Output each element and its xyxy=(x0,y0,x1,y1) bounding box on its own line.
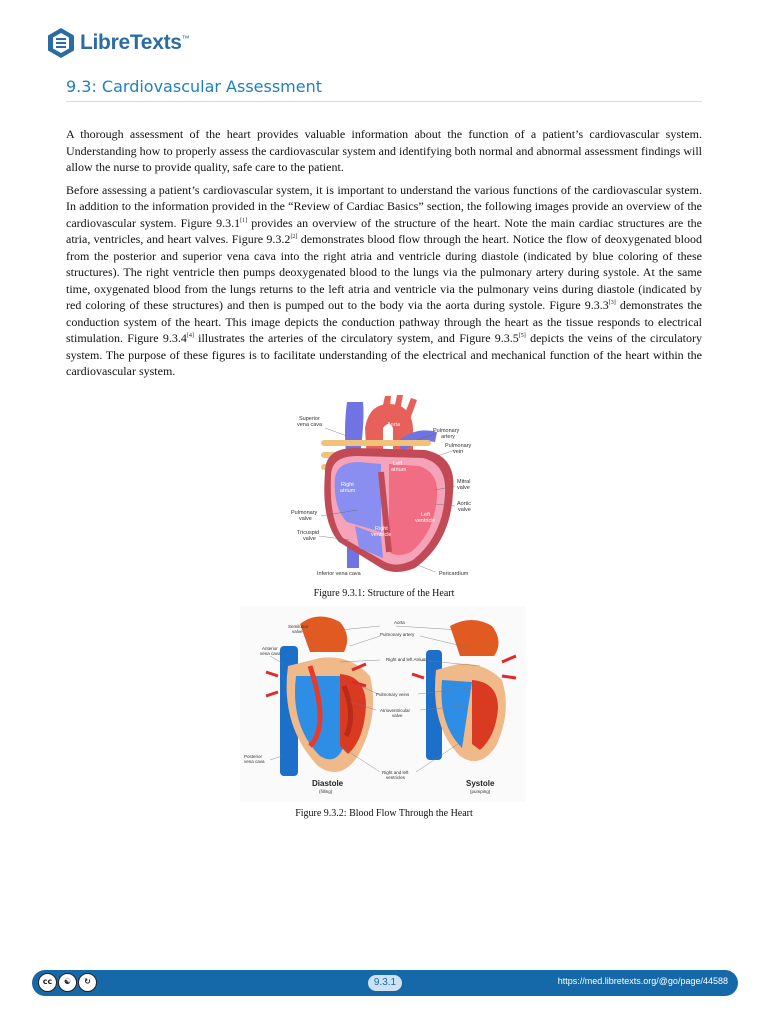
paragraph-text: demonstrates blood flow through the heart. Notice the flow of deoxygenated blood from the posterior and superior vena cava into the right atria and ventricle during diastole (indicated by blue coloring of these structures). The right ventricle then pumps deoxygenated blood to the lungs via the pulmonary artery during systole. At the same time, oxygenated blood from the lungs returns to the left atria and ventricle via the pulmonary veins during diastole (indicated by red coloring of these structures) and then is pumped out to the body via the aorta during systole. Figure 9.3.3 xyxy=(66,232,703,312)
label-left-ventricle-2: ventricle xyxy=(415,518,436,524)
label-inferior-vena-cava: Inferior vena cava xyxy=(317,571,361,577)
title-divider xyxy=(66,101,702,102)
label-systole-sub: (pumping) xyxy=(470,789,491,794)
label-pulmonary-artery: Pulmonary xyxy=(433,428,460,434)
label-left-atrium: Left xyxy=(393,461,403,467)
footnote-ref-5[interactable]: [5] xyxy=(518,333,526,339)
label-semilunar-valve-2: valve xyxy=(292,629,303,634)
label-aortic-valve-2: valve xyxy=(458,507,471,513)
paragraph-text: Before assessing a patient’s cardiovascular system, it is important to understand the various functions of the cardiovascular system. In addition to the information provided in the “Review of Cardiac Basics” section, the following images provide an overview of the cardiovascular system. Figure 9.3.1 xyxy=(66,182,702,230)
label-mitral-valve: Mitral xyxy=(457,479,471,485)
label-diastole-sub: (filling) xyxy=(319,789,333,794)
footnote-ref-1[interactable]: [1] xyxy=(240,217,248,224)
label-superior-vena-cava-2: vena cava xyxy=(297,422,323,428)
label-pulmonary-veins: Pulmonary veins xyxy=(376,692,410,697)
paragraph-intro: A thorough assessment of the heart provides valuable information about the function of a patient’s cardiovascular system. Understanding how to properly assess the cardiovascular system and identifying both normal and abnormal assessment findings will allow the nurse to provide quality, safe care to the patient. xyxy=(66,127,702,174)
heart-structure-figure xyxy=(285,392,485,580)
label-atrioventricular-valve-2: valve xyxy=(392,713,403,718)
paragraph-text: demonstrates the conduction system of the heart. This image depicts the conduction pathway through the heart as the tissue responds to electrical stimulation. Figure 9.3.4 xyxy=(66,298,702,345)
label-anterior-vena-cava-2: vena cava xyxy=(260,651,281,656)
article-body xyxy=(66,126,702,386)
label-superior-vena-cava: Superior xyxy=(299,416,320,422)
label-atrioventricular-valve: Atrioventricular xyxy=(380,708,411,713)
label-right-ventricle: Right xyxy=(375,526,388,532)
label-pulmonary-valve-2: valve xyxy=(299,516,312,522)
footnote-ref-4[interactable]: [4] xyxy=(186,333,194,339)
page-number: 9.3.1 xyxy=(368,975,402,991)
label-mitral-valve-2: valve xyxy=(457,485,470,491)
paragraph-text: provides an overview of the structure of the heart. Note the main cardiac structures are the atria, ventricles, and heart valves. Figure 9.3.2 xyxy=(66,215,703,246)
label-atria: Right and left Atrium xyxy=(386,657,427,662)
label-left-atrium-2: atrium xyxy=(391,467,407,473)
libretexts-logo-icon xyxy=(46,27,76,59)
footnote-ref-3[interactable]: [3] xyxy=(608,300,616,306)
label-posterior-vena-cava: Posterior xyxy=(244,754,263,759)
page-title: 9.3: Cardiovascular Assessment xyxy=(66,77,323,96)
label-systole: Systole xyxy=(466,779,495,788)
label-pulmonary-vein: Pulmonary xyxy=(445,443,472,449)
label-tricuspid-valve-2: valve xyxy=(303,536,316,542)
label-left-ventricle: Left xyxy=(421,512,431,518)
libretexts-logo[interactable] xyxy=(46,27,189,59)
paragraph-overview xyxy=(66,182,702,380)
by-icon: ☯ xyxy=(58,973,77,992)
label-right-atrium-2: atrium xyxy=(340,488,356,494)
figure-1-caption: Figure 9.3.1: Structure of the Heart xyxy=(313,588,455,599)
logo-tm: ™ xyxy=(181,34,190,43)
cc-icon: cc xyxy=(38,973,57,992)
license-badge[interactable] xyxy=(38,973,97,992)
label-right-atrium: Right xyxy=(341,482,354,488)
paragraph-text: illustrates the arteries of the circulatory system, and Figure 9.3.5 xyxy=(193,331,519,345)
label-tricuspid-valve: Tricuspid xyxy=(297,530,320,536)
label-posterior-vena-cava-2: vena cava xyxy=(244,759,265,764)
footnote-ref-2[interactable]: [2] xyxy=(290,234,298,240)
label-semilunar-valve: Semilunar xyxy=(288,624,309,629)
label-ventricles-2: ventricles xyxy=(386,775,406,780)
label-pulmonary-artery-2: artery xyxy=(441,434,456,440)
label-ventricles: Right and left xyxy=(382,770,409,775)
logo-text: LibreTexts xyxy=(80,31,182,54)
label-pulmonary-artery: Pulmonary artery xyxy=(380,632,415,637)
label-diastole: Diastole xyxy=(312,779,344,788)
label-anterior-vena-cava: Anterior xyxy=(262,646,278,651)
label-pericardium: Pericardium xyxy=(439,571,469,577)
label-pulmonary-vein-2: vein xyxy=(453,449,464,455)
paragraph-text: depicts the veins of the circulatory system. The purpose of these figures is to facilitate understanding of the electrical and mechanical function of the heart within the cardiovascular system. xyxy=(66,331,703,378)
label-aortic-valve: Aortic xyxy=(457,501,472,507)
label-pulmonary-valve: Pulmonary xyxy=(291,510,318,516)
label-aorta: Aorta xyxy=(387,422,401,428)
blood-flow-figure xyxy=(240,606,526,802)
sa-icon: ↻ xyxy=(78,973,97,992)
page-footer xyxy=(32,970,738,996)
label-right-ventricle-2: ventricle xyxy=(371,532,392,538)
figure-2-caption: Figure 9.3.2: Blood Flow Through the Heart xyxy=(295,808,473,819)
label-aorta: Aorta xyxy=(394,620,405,625)
page-url-link[interactable]: https://med.libretexts.org/@go/page/44588 xyxy=(557,976,728,986)
